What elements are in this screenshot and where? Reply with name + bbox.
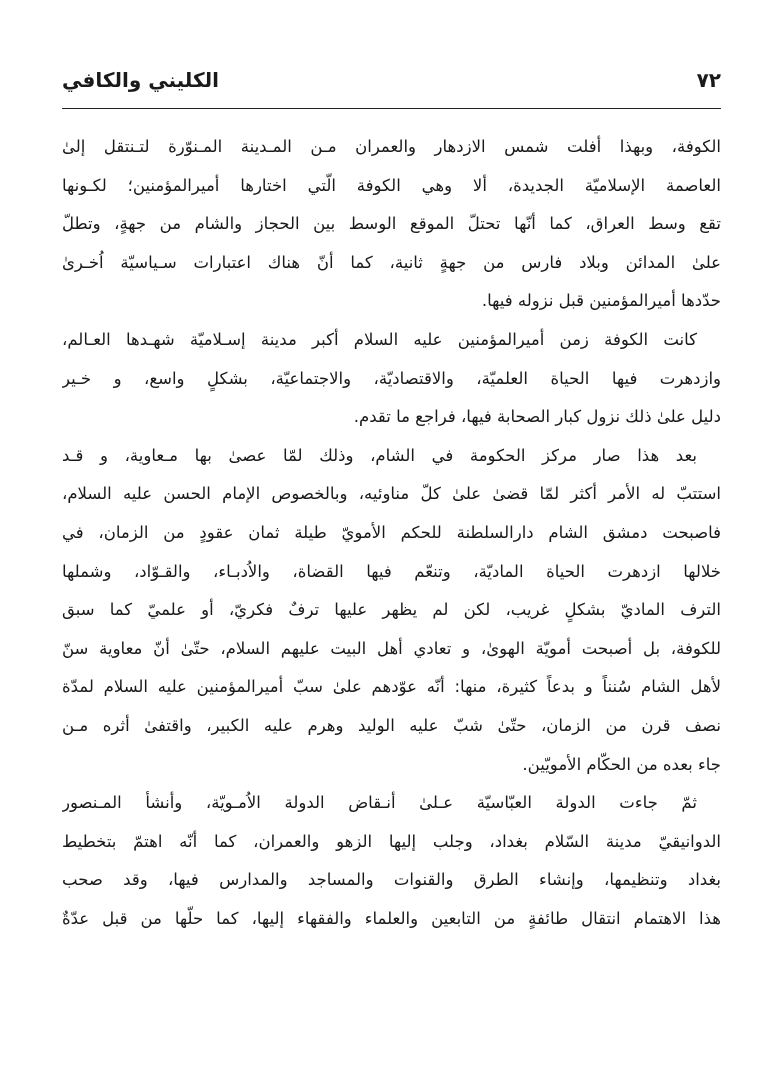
header-divider xyxy=(62,108,721,109)
text-line: بغداد وتنظيمها، وإنشاء الطرق والقنوات والمساجد والمدارس فيها، وقد صحب xyxy=(62,870,721,890)
text-line: استتبّ له الأمر أكثر لمّا قضىٰ علىٰ كلّ مناوئيه، وبالخصوص الإمام الحسن عليه السلام، xyxy=(62,484,721,504)
text-line: نصف قرن من الزمان، حتّىٰ شبّ عليه الوليد وهرم عليه الكبير، واقتفىٰ أثره مـن xyxy=(62,715,721,735)
text-line: تقع وسط العراق، كما أنّها تحتلّ الموقع الوسط بين الحجاز والشام من جهةٍ، وتطلّ xyxy=(62,214,721,234)
text-line: الترف الماديّ بشكلٍ غريب، لكن لم يظهر عليها ترفٌ فكريّ، أو علميّ كما سبق xyxy=(62,600,721,620)
paragraph xyxy=(62,784,721,938)
text-line: جاء بعده من الحكّام الأمويّين. xyxy=(522,754,721,774)
text-line: فاصبحت دمشق الشام دارالسلطنة للحكم الأمويّ طيلة ثمان عقودٍ من الزمان، في xyxy=(62,522,721,542)
text-line: حدّدها أميرالمؤمنين قبل نزوله فيها. xyxy=(481,291,721,311)
text-line: وازدهرت فيها الحياة العلميّة، والاقتصاديّة، والاجتماعيّة، بشكلٍ واسع، و خـير xyxy=(62,368,721,388)
body-text xyxy=(62,128,721,938)
paragraph xyxy=(62,437,721,784)
text-line: هذا الاهتمام انتقال طائفةٍ من التابعين والعلماء والفقهاء إليها، كما حلّها من قبل عدّةٌ xyxy=(62,908,721,928)
text-line: خلالها ازدهرت الحياة الماديّة، وتنعّم فيها القضاة، والاُدبـاء، والقـوّاد، وشملها xyxy=(62,561,721,581)
text-line: الدوانيقيّ مدينة السّلام بغداد، وجلب إليها الزهو والعمران، كما أنّه اهتمّ بتخطيط xyxy=(62,831,721,851)
text-line: للكوفة، بل أصبحت أمويّة الهوىٰ، و تعادي أهل البيت عليهم السلام، حتّىٰ أنّ معاوية سنّ xyxy=(62,638,721,658)
text-line: الكوفة، وبهذا أفلت شمس الازدهار والعمران مـن المـدينة المـنوّرة لتـنتقل إلىٰ xyxy=(62,137,721,156)
page-header xyxy=(62,68,721,98)
page-number: ٧٢ xyxy=(696,68,721,92)
paragraph xyxy=(62,321,721,437)
text-line: ثمّ جاءت الدولة العبّاسيّة عـلىٰ أنـقاض الدولة الاُمـويّة، وأنشأ المـنصور xyxy=(62,793,697,813)
text-line: بعد هذا صار مركز الحكومة في الشام، وذلك لمّا عصىٰ بها مـعاوية، و قـد xyxy=(62,445,697,465)
text-line: العاصمة الإسلاميّة الجديدة، ألا وهي الكوفة الّتي اختارها أميرالمؤمنين؛ لكـونها xyxy=(62,175,721,195)
text-line: لأهل الشام سُنناً و بدعاً كثيرة، منها: أنّه عوّدهم علىٰ سبّ أميرالمؤمنين عليه السلام لمدّة xyxy=(62,677,721,697)
running-title: الكليني والكافي xyxy=(62,68,219,92)
text-line: كانت الكوفة زمن أميرالمؤمنين عليه السلام أكبر مدينة إسـلاميّة شهـدها العـالم، xyxy=(62,329,697,349)
paragraph xyxy=(62,128,721,321)
text-line: دليل علىٰ ذلك نزول كبار الصحابة فيها، فراجع ما تقدم. xyxy=(353,407,721,427)
text-line: علىٰ المدائن وبلاد فارس من جهةٍ ثانية، كما أنّ هناك اعتبارات سـياسيّة اُخـرىٰ xyxy=(62,252,721,272)
